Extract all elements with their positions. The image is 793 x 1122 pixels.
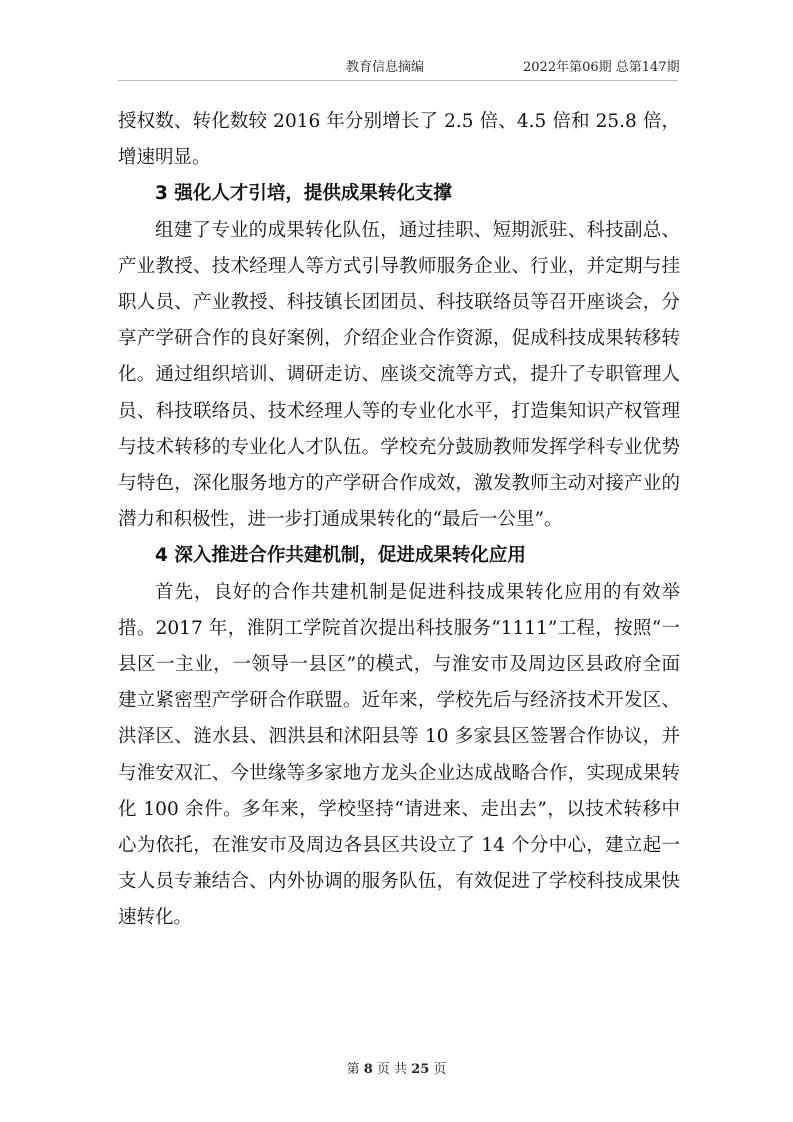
section-heading-3: 3 强化人才引培，提供成果转化支撑 (155, 183, 452, 205)
page-footer (0, 1058, 793, 1077)
section-heading-4: 4 深入推进合作共建机制，促进成果转化应用 (155, 545, 526, 567)
total-pages: 25 (411, 1062, 430, 1077)
footer-suffix: 页 (433, 1062, 447, 1077)
page-header (0, 56, 793, 76)
header-divider (118, 80, 678, 81)
journal-name: 教育信息摘编 (346, 60, 425, 75)
paragraph-continued: 授权数、转化数较 2016 年分别增长了 2.5 倍、4.5 倍和 25.8 倍，增速明显。 (118, 111, 680, 169)
footer-prefix: 第 (346, 1062, 360, 1077)
paragraph-cooperation: 首先，良好的合作共建机制是促进科技成果转化应用的有效举措。2017 年，淮阴工学院首次提出科技服务“1111”工程，按照“一县区一主业，一领导一县区”的模式，与淮安市及周边区县政府全面建立紧密型产学研合作联盟。近年来，学校先后与经济技术开发区、洪泽区、涟水县、泗洪县和沭阳县等 10 多家县区签署合作协议，并与淮安双汇、今世缘等多家地方龙头企业达成战略合作，实现成果转化 100 余件。多年来，学校坚持“请进来、走出去”，以技术转移中心为依托，在淮安市及周边各县区共设立了 14 个分中心，建立起一支人员专兼结合、内外协调的服务队伍，有效促进了学校科技成果快速转化。 (118, 581, 680, 929)
issue-info: 2022年第06期 总第147期 (523, 60, 680, 75)
footer-middle: 页 共 (376, 1062, 408, 1077)
article-body (118, 104, 680, 937)
paragraph-talent: 组建了专业的成果转化队伍，通过挂职、短期派驻、科技副总、产业教授、技术经理人等方式引导教师服务企业、行业，并定期与挂职人员、产业教授、科技镇长团团员、科技联络员等召开座谈会，分享产学研合作的良好案例，介绍企业合作资源，促成科技成果转移转化。通过组织培训、调研走访、座谈交流等方式，提升了专职管理人员、科技联络员、技术经理人等的专业化水平，打造集知识产权管理与技术转移的专业化人才队伍。学校充分鼓励教师发挥学科专业优势与特色，深化服务地方的产学研合作成效，激发教师主动对接产业的潜力和积极性，进一步打通成果转化的“最后一公里”。 (118, 219, 680, 531)
page-number: 8 (363, 1062, 373, 1077)
